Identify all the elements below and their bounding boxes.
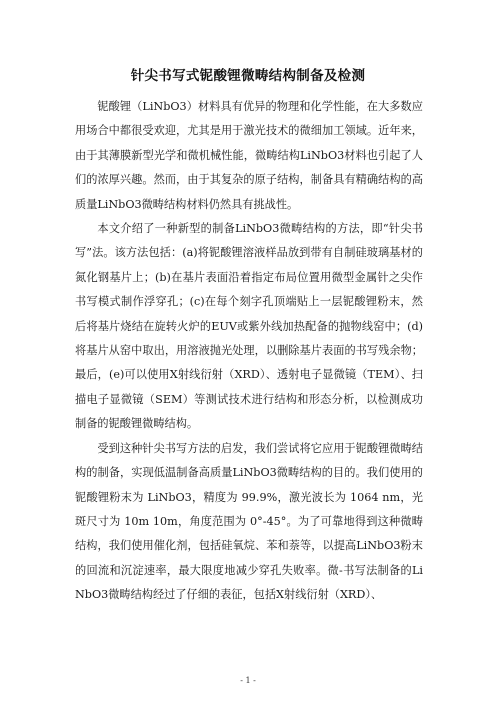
paragraph-3: 受到这种针尖书写方法的启发，我们尝试将它应用于铌酸锂微畴结构的制备，实现低温制备高质量LiNbO3微畴结构的目的。我们使用的铌酸锂粉末为 LiNbO3，精度为 99.9%，激光波长为 1064 nm，光斑尺寸为 10m 10m，角度范围为 0°-45°。为了可靠地得到这种微畴结构，我们使用催化剂，包括硅氧烷、苯和萘等，以提高LiNbO3粉末的回流和沉淀速率，最大限度地减少穿孔失败率。微-书写法制备的LiNbO3微畴结构经过了仔细的表征，包括X射线衍射（XRD）、 [75,441,423,602]
document-body [75,95,423,608]
page-number: - 1 - [240,676,256,685]
paragraph-2: 本文介绍了一种新型的制备LiNbO3微畴结构的方法，即“针尖书写”法。该方法包括：(a)将铌酸锂溶液样品放到带有自制硅玻璃基材的氮化钢基片上；(b)在基片表面沿着指定布局位置用微型金属针之尖作书写模式制作浮穿孔；(c)在每个刻字孔顶端贴上一层铌酸锂粉末，然后将基片烧结在旋转火炉的EUV或紫外线加热配备的抛物线窑中；(d)将基片从窑中取出，用溶液抛光处理，以删除基片表面的书写残余物；最后，(e)可以使用X射线衍射（XRD）、透射电子显微镜（TEM）、扫描电子显微镜（SEM）等测试技术进行结构和形态分析，以检测成功制备的铌酸锂微畴结构。 [75,222,423,431]
paragraph-1: 铌酸锂（LiNbO3）材料具有优异的物理和化学性能，在大多数应用场合中都很受欢迎，尤其是用于激光技术的微细加工领域。近年来，由于其薄膜新型光学和微机械性能，微畴结构LiNbO3材料也引起了人们的浓厚兴趣。然而，由于其复杂的原子结构，制备具有精确结构的高质量LiNbO3微畴结构材料仍然具有挑战性。 [75,100,423,211]
document-title: 针尖书写式铌酸锂微畴结构制备及检测 [130,68,366,84]
